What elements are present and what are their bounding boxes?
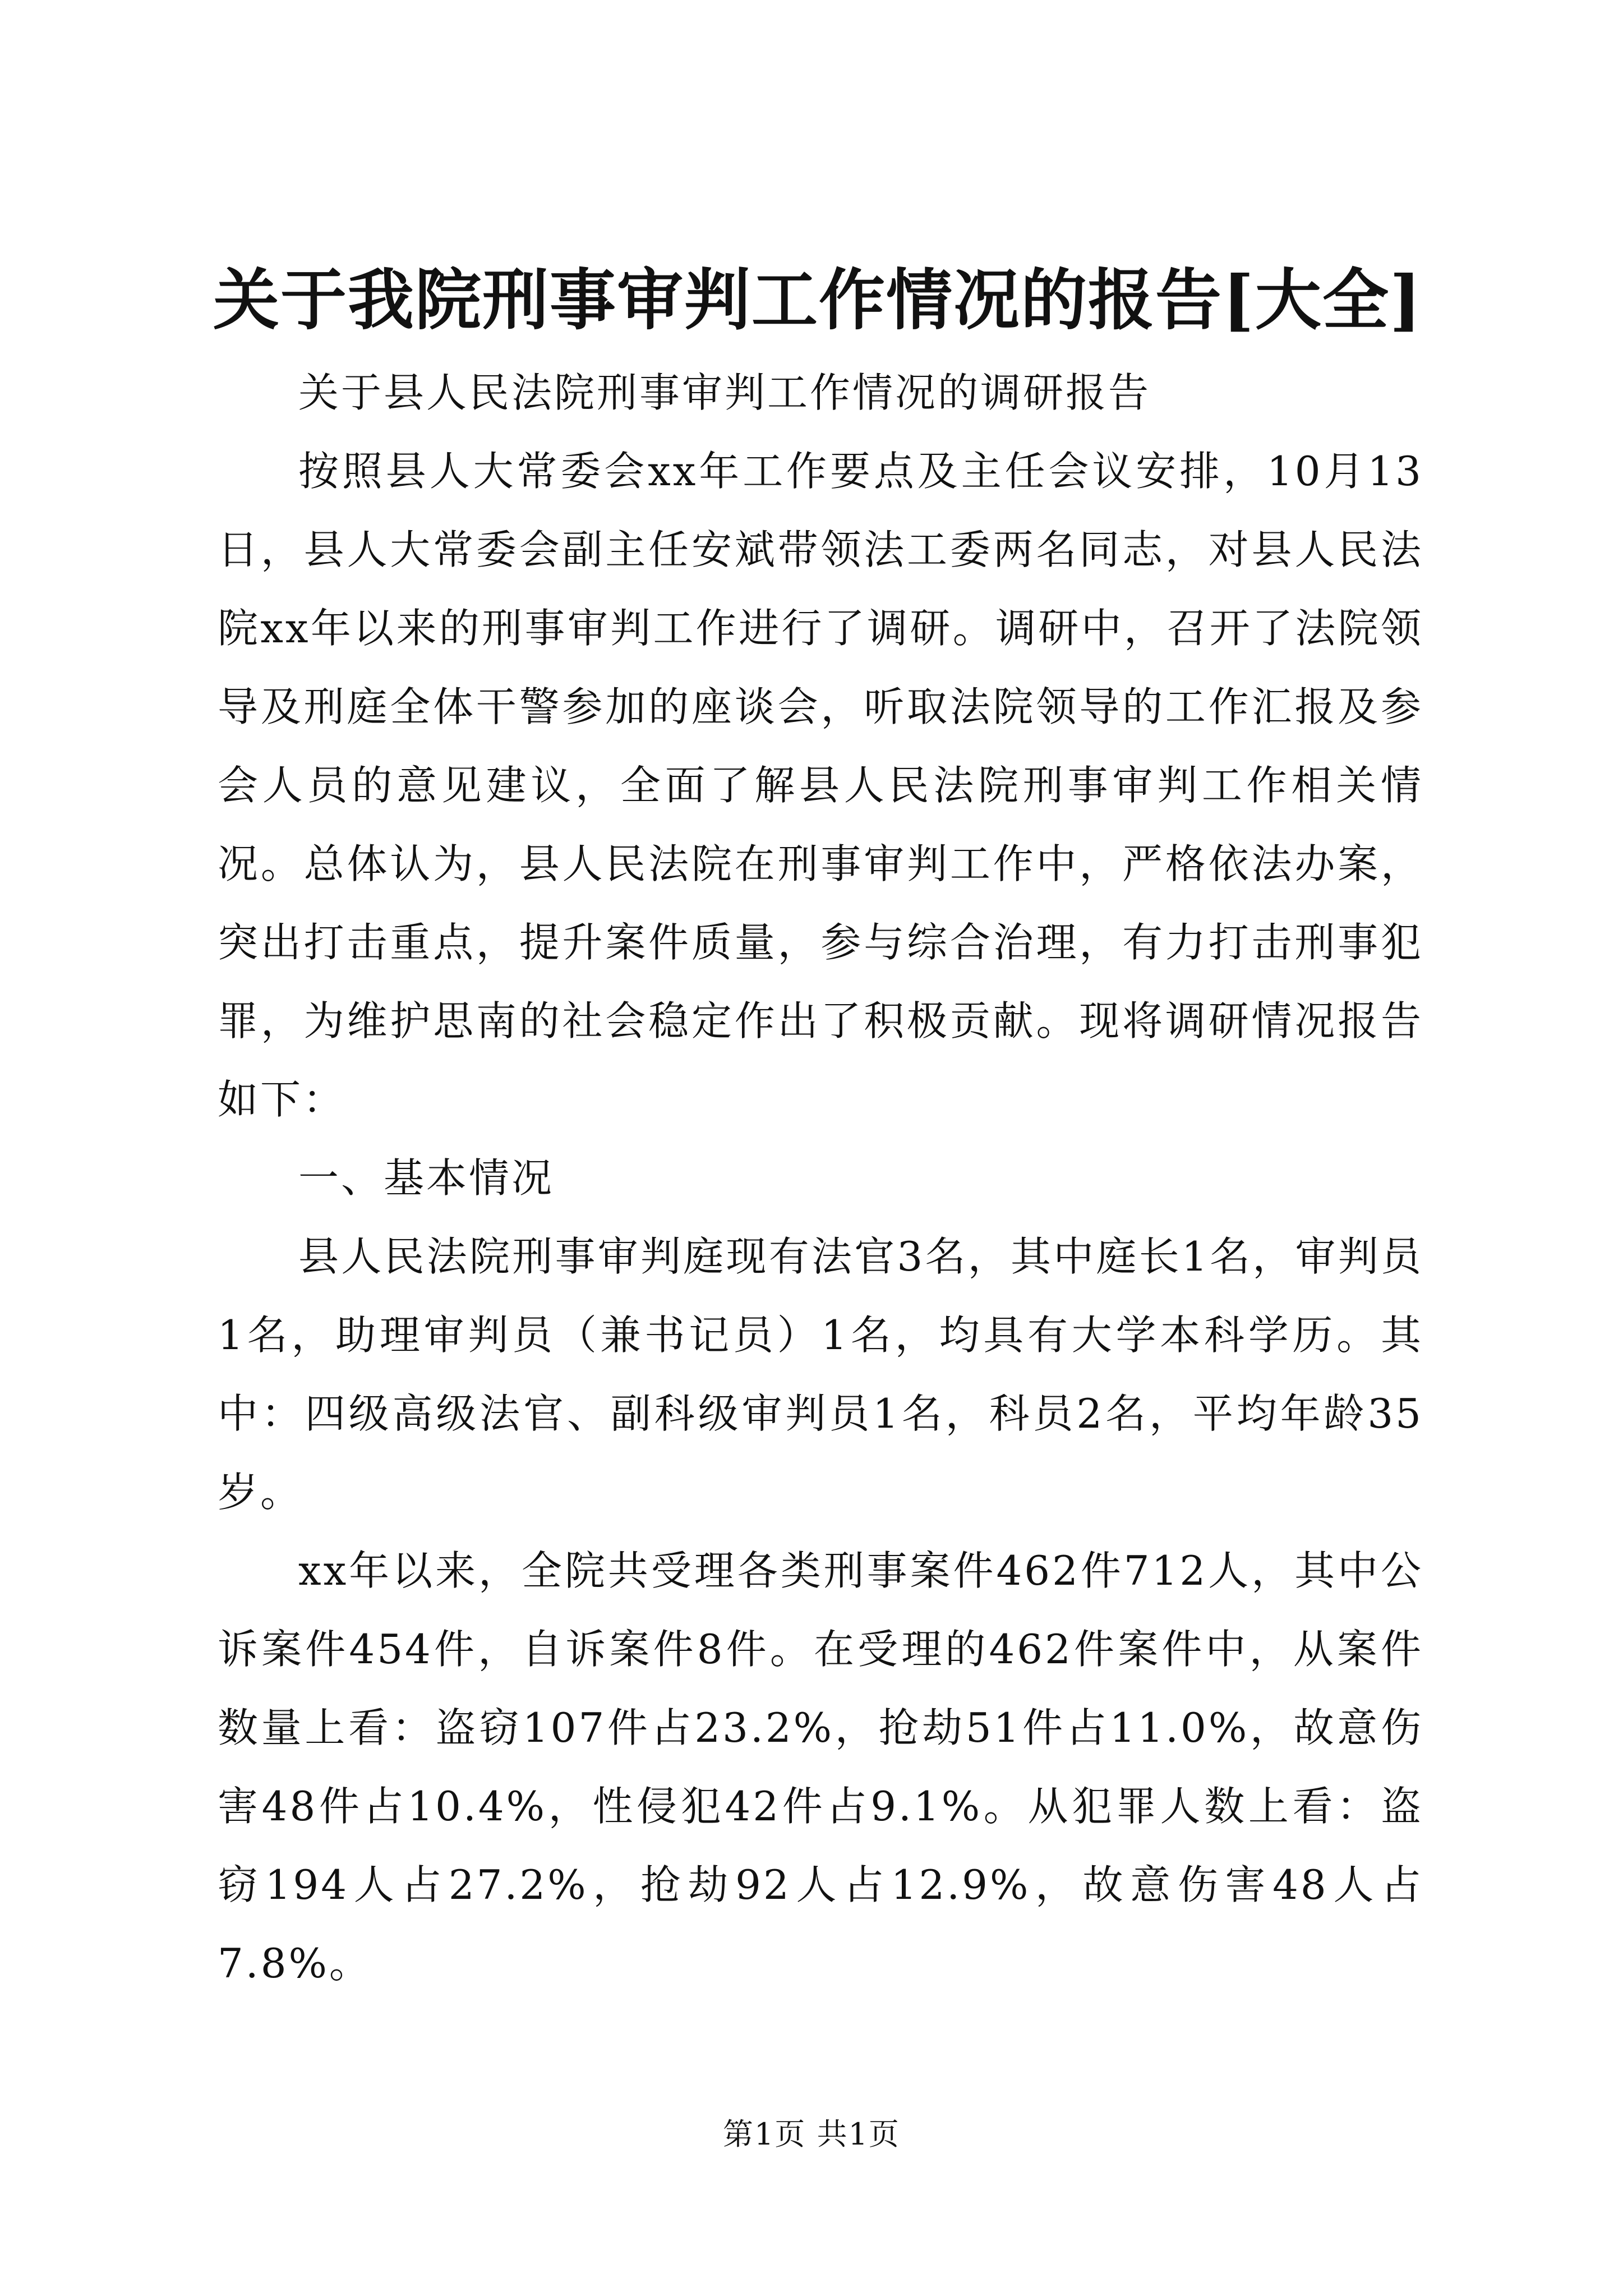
section-heading-basic-situation: 一、基本情况 — [298, 1154, 555, 1202]
document-body — [218, 353, 1423, 2003]
document-title: 关于我院刑事审判工作情况的报告[大全] — [213, 261, 1422, 339]
paragraph-subtitle: 关于县人民法院刑事审判工作情况的调研报告 — [298, 369, 1151, 416]
paragraph-case-statistics: xx年以来，全院共受理各类刑事案件462件712人，其中公诉案件454件，自诉案件8件。在受理的462件案件中，从案件数量上看：盗窃107件占23.2%，抢劫51件占11.0%，故意伤害48件占10.4%，性侵犯42件占9.1%。从犯罪人数上看：盗窃194人占27.2%，抢劫92人占12.9%，故意伤害48人占7.8%。 — [218, 1547, 1423, 1987]
paragraph-staffing: 县人民法院刑事审判庭现有法官3名，其中庭长1名，审判员1名，助理审判员（兼书记员）1名，均具有大学本科学历。其中：四级高级法官、副科级审判员1名，科员2名，平均年龄35岁。 — [218, 1233, 1423, 1516]
page-footer: 第1页 共1页 — [723, 2116, 900, 2152]
paragraph-intro: 按照县人大常委会xx年工作要点及主任会议安排，10月13日，县人大常委会副主任安斌带领法工委两名同志，对县人民法院xx年以来的刑事审判工作进行了调研。调研中，召开了法院领导及刑庭全体干警参加的座谈会，听取法院领导的工作汇报及参会人员的意见建议，全面了解县人民法院刑事审判工作相关情况。总体认为，县人民法院在刑事审判工作中，严格依法办案，突出打击重点，提升案件质量，参与综合治理，有力打击刑事犯罪，为维护思南的社会稳定作出了积极贡献。现将调研情况报告如下： — [218, 448, 1423, 1123]
